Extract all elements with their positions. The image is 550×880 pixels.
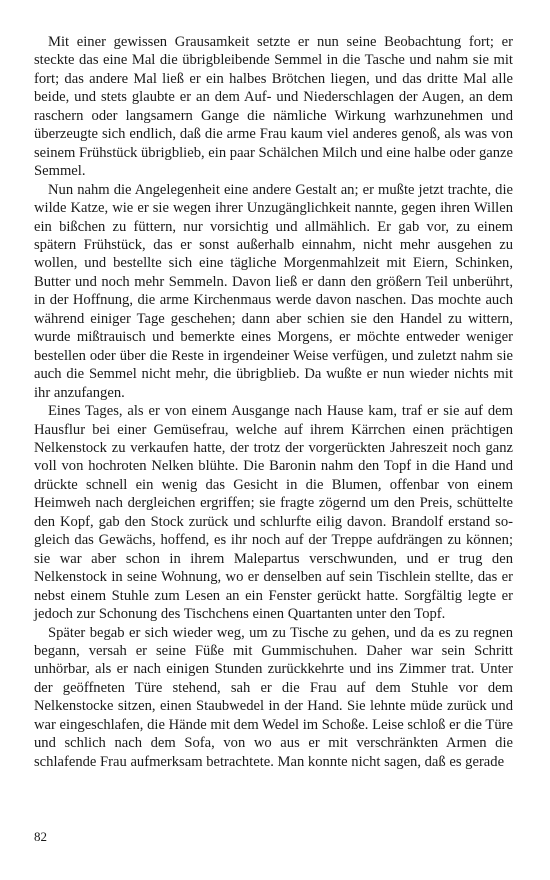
- paragraph-3: Eines Tages, als er von einem Ausgange nach Hause kam, traf er sie auf dem Hausflur bei einer Gemüsefrau, welche auf ihrem Kärrchen einen prächtigen Nelkenstock zu verkaufen hatte, der trotz der vorgerückten Jahreszeit noch ganz voll von hochroten Nelken blühte. Die Baronin nahm den Topf in die Hand und drückte schnell ein wenig das Gesicht in die Blumen, offenbar von einem Heimweh nach dergleichen ergriffen; sie fragte zögernd um den Preis, schüttelte den Kopf, gab den Stock zurück und schlurfte eilig davon. Brandolf erstand sogleich das Gewächs, hoffend, es ihr noch auf der Treppe aufdrängen zu können; sie war aber schon in ihrem Malepartus verschwunden, und er trug den Nelkenstock in seine Wohnung, wo er denselben auf sein Tischlein stellte, das er nebst einem Stuhle zum Lesen an ein Fenster gerückt hatte. Sorgfältig legte er jedoch zur Schonung des Tischchens einen Quartanten unter den Topf.: [34, 403, 513, 623]
- body-text: [34, 33, 513, 771]
- paragraph-1: Mit einer gewissen Grausamkeit setzte er nun seine Beobachtung fort; er steckte das eine Mal die übrigbleibende Semmel in die Tasche und nahm sie mit fort; das andere Mal ließ er ein halbes Brötchen liegen, und das dritte Mal alle beide, und stets glaubte er an dem Auf- und Niederschlagen der Augen, an dem raschern oder langsamern Gange die nämliche Wirkung warhzunehmen und überzeugte sich endlich, daß die arme Frau kaum viel anderes genoß, als was von seinem Frühstück übrigblieb, ein paar Schälchen Milch und eine halbe oder ganze Semmel.: [34, 34, 514, 180]
- page-number: 82: [34, 829, 47, 844]
- paragraph-2: Nun nahm die Angelegenheit eine andere Gestalt an; er mußte jetzt trachte, die wilde Katze, wie er sie wegen ihrer Unzugänglichkeit nannte, gegen ihren Willen ein bißchen zu füttern, nur vorsichtig und allmählich. Er gab vor, zu einem spätern Frühstück, das er sonst außerhalb einnahm, nicht mehr ausgehen zu wollen, und bestellte sich eine tägliche Morgenmahlzeit mit Eiern, Schinken, Butter und noch mehr Semmeln. Davon ließ er dann den größern Teil unberührt, in der Hoffnung, die arme Kirchenmaus werde davon naschen. Das mochte auch während einiger Tage geschehen; dann aber schien sie den Handel zu wittern, wurde mißtrauisch und bemerkte eines Morgens, er möchte entweder weniger bestellen oder über die Reste in irgendeiner Weise verfügen, und zuletzt nahm sie auch die Semmel nicht mehr, die übrigblieb. Da wußte er nun wieder nichts mit ihr anzufangen.: [34, 181, 513, 401]
- paragraph-4: Später begab er sich wieder weg, um zu Tische zu gehen, und da es zu regnen begann, versah er seine Füße mit Gummischuhen. Daher war sein Schritt unhörbar, als er nach einigen Stunden zurückkehrte und ins Zimmer trat. Unter der geöffneten Türe stehend, sah er die Frau auf dem Stuhle vor dem Nelkenstocke sitzen, einen Staubwedel in der Hand. Sie lehnte müde zurück und war eingeschlafen, die Hände mit dem Wedel im Schoße. Leise schloß er die Türe und schlich nach dem Sofa, von wo aus er mit verschränkten Armen die schlafende Frau aufmerksam betrachtete. Man konnte nicht sagen, daß es gerade: [34, 624, 513, 770]
